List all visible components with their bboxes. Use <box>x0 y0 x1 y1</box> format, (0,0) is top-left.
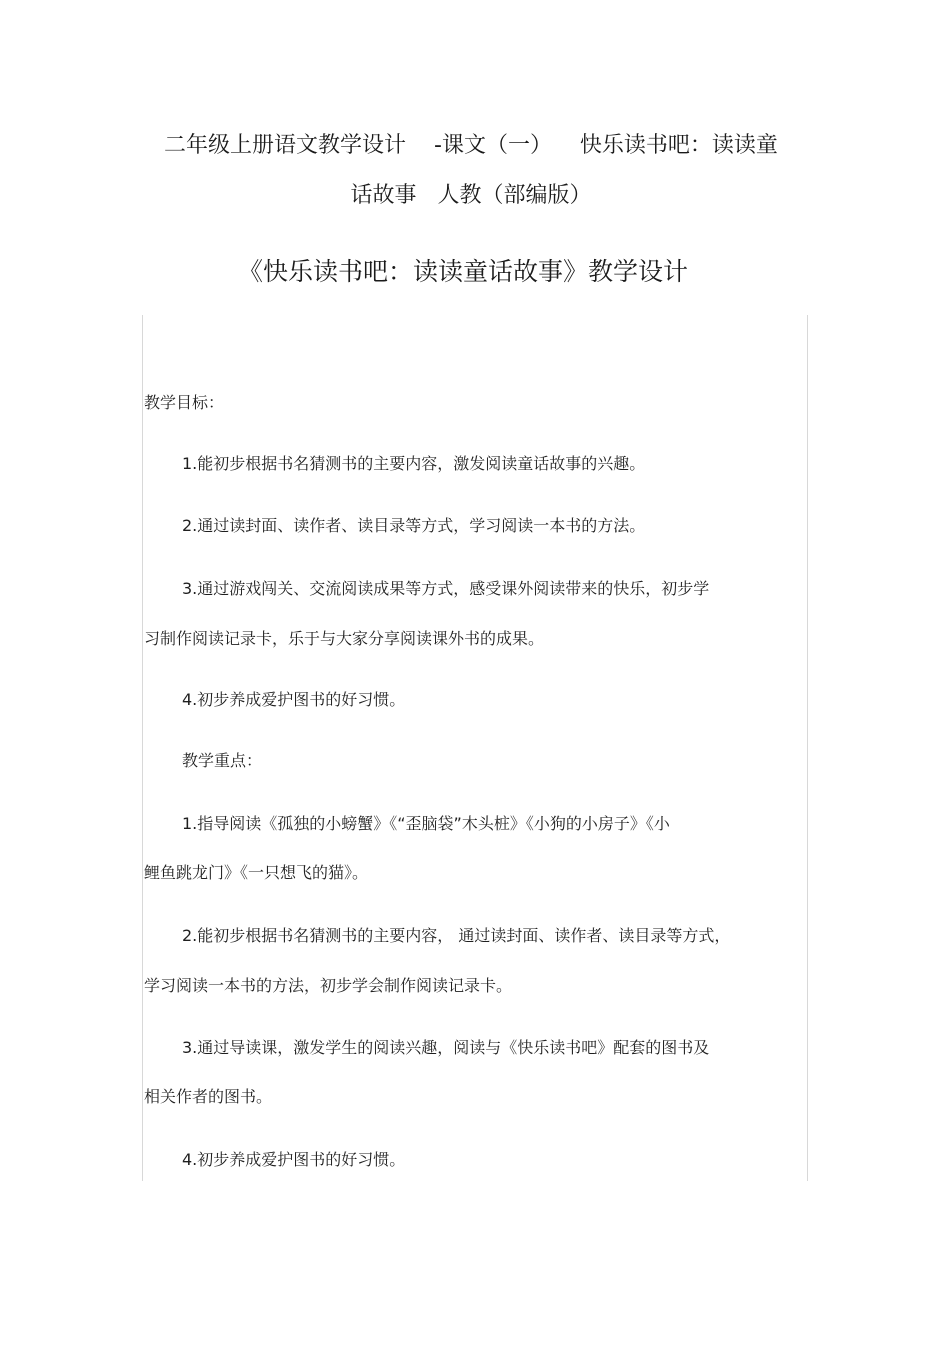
focus-item-4: 4.初步养成爱护图书的好习惯。 <box>182 1150 406 1169</box>
focus-item-3: 3.通过导读课，激发学生的阅读兴趣，阅读与《快乐读书吧》配套的图书及 <box>182 1038 710 1057</box>
main-title: 《快乐读书吧：读读童话故事》教学设计 <box>237 257 688 286</box>
focus-item-3-continued: 相关作者的图书。 <box>144 1087 273 1106</box>
focus-item-2: 2.能初步根据书名猜测书的主要内容， 通过读封面、读作者、读目录等方式， <box>182 926 731 945</box>
focus-item-1: 1.指导阅读《孤独的小螃蟹》《“歪脑袋”木头桩》《小狗的小房子》《小 <box>182 814 670 833</box>
goal-item-1: 1.能初步根据书名猜测书的主要内容，激发阅读童话故事的兴趣。 <box>182 454 646 473</box>
focus-heading: 教学重点： <box>182 751 263 770</box>
focus-item-1-continued: 鲤鱼跳龙门》《一只想飞的猫》。 <box>144 863 369 882</box>
goal-item-2: 2.通过读封面、读作者、读目录等方式，学习阅读一本书的方法。 <box>182 516 646 535</box>
goal-item-3-continued: 习制作阅读记录卡，乐于与大家分享阅读课外书的成果。 <box>144 629 545 648</box>
document-header-line-2: 话故事 人教（部编版） <box>350 183 592 208</box>
goal-item-4: 4.初步养成爱护图书的好习惯。 <box>182 690 406 709</box>
goal-item-3: 3.通过游戏闯关、交流阅读成果等方式，感受课外阅读带来的快乐，初步学 <box>182 579 710 598</box>
focus-item-2-continued: 学习阅读一本书的方法，初步学会制作阅读记录卡。 <box>144 976 513 995</box>
document-header-line-1: 二年级上册语文教学设计 -课文（一） 快乐读书吧：读读童 <box>164 133 778 158</box>
goals-heading: 教学目标： <box>144 393 225 412</box>
